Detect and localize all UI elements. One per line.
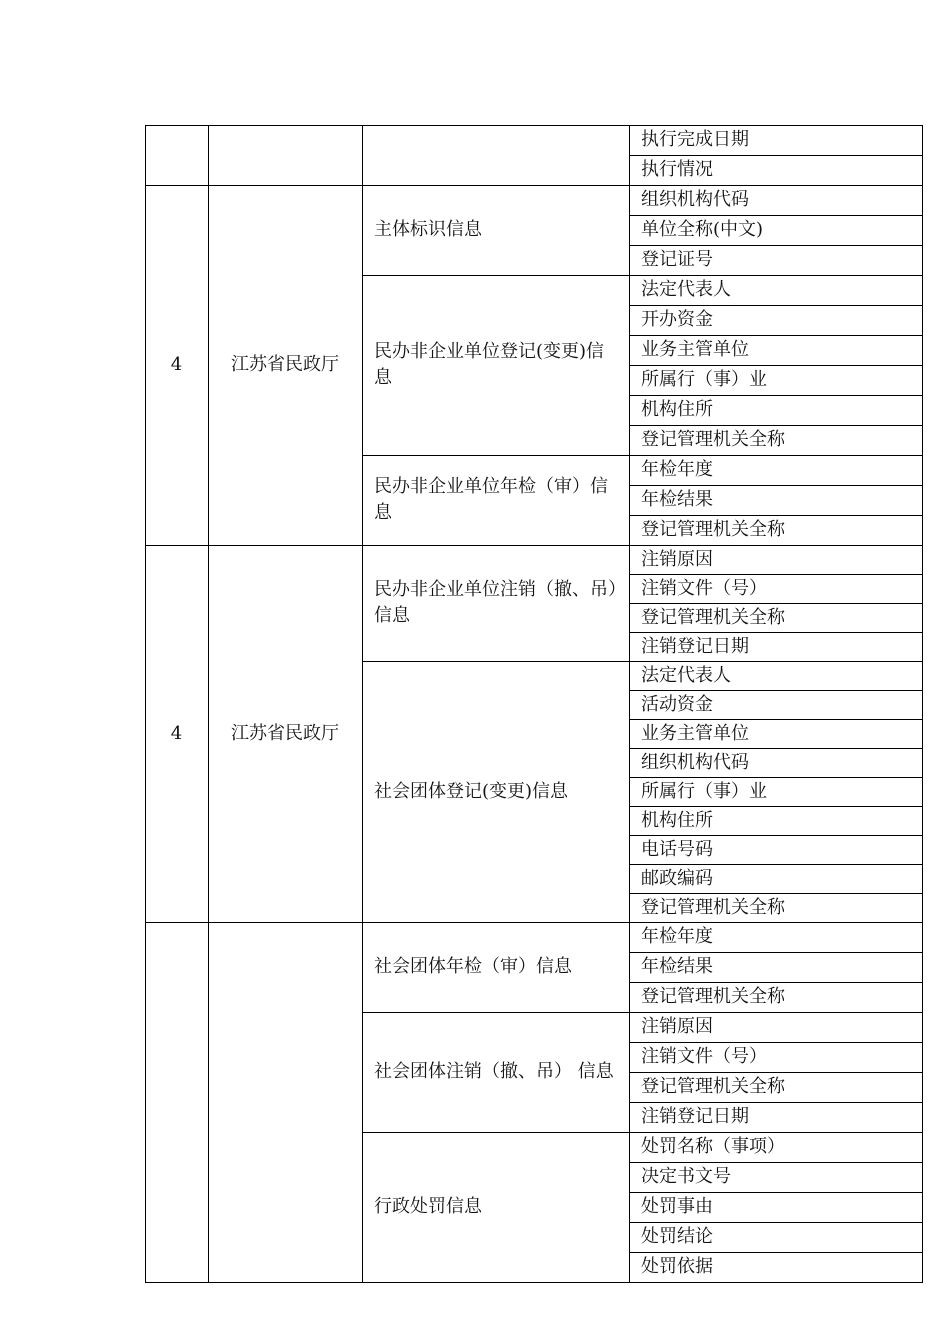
section-divider <box>208 1282 362 1283</box>
sequence-cell <box>145 125 208 185</box>
field-name-cell: 开办资金 <box>641 309 713 330</box>
field-name-cell: 注销文件（号） <box>641 577 767 599</box>
column-divider <box>922 125 923 1283</box>
field-name-cell: 业务主管单位 <box>641 722 749 744</box>
field-name-cell: 处罚事由 <box>641 1196 713 1217</box>
category-cell: 主体标识信息 <box>374 219 482 240</box>
column-divider <box>362 125 363 1283</box>
category-cell: 民办非企业单位注销（撤、吊）信息 <box>374 579 617 626</box>
category-cell <box>362 125 629 185</box>
field-name-cell: 处罚结论 <box>641 1226 713 1247</box>
department-cell <box>208 125 362 185</box>
sequence-cell: 4 <box>170 354 183 375</box>
category-cell: 民办非企业单位登记(变更)信息 <box>374 341 605 388</box>
field-name-cell: 组织机构代码 <box>641 189 749 210</box>
category-cell: 社会团体年检（审）信息 <box>374 956 572 977</box>
field-name-cell: 登记管理机关全称 <box>641 1076 785 1097</box>
field-name-cell: 注销登记日期 <box>641 635 749 657</box>
section-divider <box>145 1282 208 1283</box>
category-cell: 社会团体注销（撤、吊） 信息 <box>374 1061 614 1082</box>
group-divider <box>362 1282 629 1283</box>
field-name-cell: 注销文件（号） <box>641 1046 767 1067</box>
field-name-cell: 所属行（事）业 <box>641 780 767 802</box>
sequence-cell <box>145 922 208 1282</box>
table-left-border <box>145 125 146 1283</box>
category-cell: 民办非企业单位年检（审）信息 <box>374 476 608 523</box>
category-cell: 行政处罚信息 <box>374 1196 482 1217</box>
field-name-cell: 登记管理机关全称 <box>641 986 785 1007</box>
field-name-cell: 机构住所 <box>641 809 713 831</box>
field-name-cell: 登记管理机关全称 <box>641 429 785 450</box>
department-cell <box>208 922 362 1282</box>
field-name-cell: 执行完成日期 <box>641 129 749 150</box>
field-name-cell: 处罚依据 <box>641 1256 713 1277</box>
row-divider <box>629 1282 922 1283</box>
field-name-cell: 登记管理机关全称 <box>641 519 785 540</box>
field-name-cell: 年检年度 <box>641 926 713 947</box>
field-name-cell: 年检结果 <box>641 489 713 510</box>
field-name-cell: 邮政编码 <box>641 867 713 889</box>
department-cell: 江苏省民政厅 <box>231 354 339 375</box>
field-name-cell: 单位全称(中文) <box>641 219 764 240</box>
field-name-cell: 执行情况 <box>641 159 713 180</box>
field-name-cell: 电话号码 <box>641 838 713 860</box>
field-name-cell: 业务主管单位 <box>641 339 749 360</box>
table-top-border <box>145 125 922 126</box>
field-name-cell: 年检年度 <box>641 459 713 480</box>
field-name-cell: 年检结果 <box>641 956 713 977</box>
category-cell: 社会团体登记(变更)信息 <box>374 780 569 802</box>
field-name-cell: 注销原因 <box>641 548 713 570</box>
field-name-cell: 登记管理机关全称 <box>641 896 785 918</box>
field-name-cell: 法定代表人 <box>641 664 731 686</box>
field-name-cell: 活动资金 <box>641 693 713 715</box>
department-cell: 江苏省民政厅 <box>231 722 339 744</box>
field-name-cell: 决定书文号 <box>641 1166 731 1187</box>
column-divider <box>208 125 209 1283</box>
field-name-cell: 处罚名称（事项） <box>641 1136 785 1157</box>
sequence-cell: 4 <box>170 722 183 744</box>
field-name-cell: 机构住所 <box>641 399 713 420</box>
field-name-cell: 组织机构代码 <box>641 751 749 773</box>
column-divider <box>629 125 630 1283</box>
field-name-cell: 登记管理机关全称 <box>641 606 785 628</box>
field-name-cell: 注销原因 <box>641 1016 713 1037</box>
field-name-cell: 所属行（事）业 <box>641 369 767 390</box>
field-name-cell: 法定代表人 <box>641 279 731 300</box>
field-name-cell: 登记证号 <box>641 249 713 270</box>
field-name-cell: 注销登记日期 <box>641 1106 749 1127</box>
